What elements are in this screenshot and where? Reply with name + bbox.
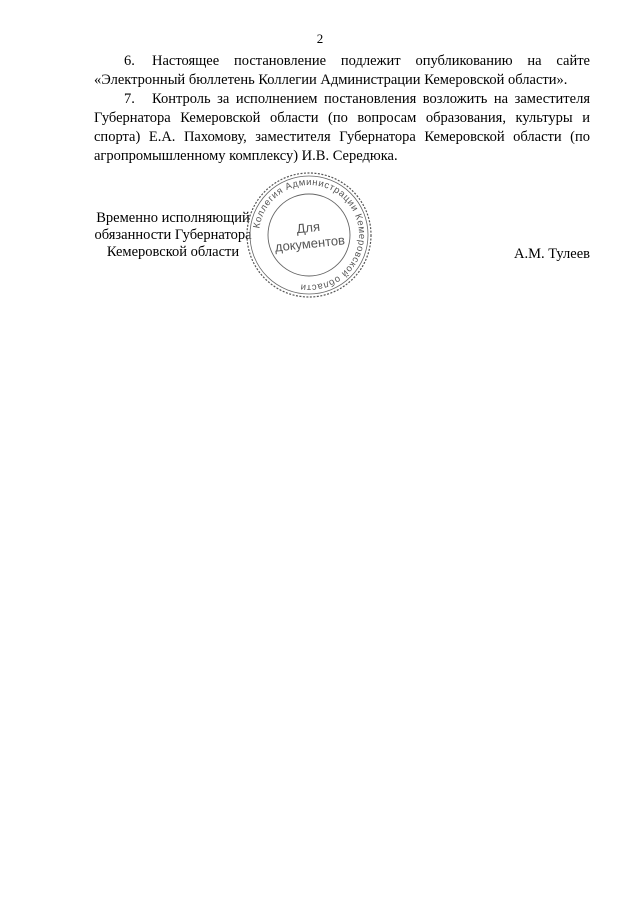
position-line: Кемеровской области <box>106 244 240 260</box>
position-line: Временно исполняющий <box>96 210 250 226</box>
paragraph-number: 7. <box>124 91 135 107</box>
seal-outer-ring <box>247 173 371 297</box>
paragraph-text: Контроль за исполнением постановления возложить на заместителя Губернатора Кемеровской области (по вопросам образования, культуры и спорта) Е.А. Пахомову, заместителя Губернатора Кемеровской области (по агропромышленному комплексу) И.В. Середюка. <box>94 91 590 164</box>
seal-ring-text: Коллегия Администрации Кемеровской области <box>251 176 368 294</box>
seal-center-text: Для <box>295 218 321 237</box>
page-number: 2 <box>316 31 324 46</box>
document-body <box>94 52 590 166</box>
signatory-position <box>84 210 262 261</box>
signatory-name: А.М. Тулеев <box>514 246 590 262</box>
position-line: обязанности Губернатора <box>94 227 252 243</box>
paragraph-text: Настоящее постановление подлежит опубликованию на сайте «Электронный бюллетень Коллегии Администрации Кемеровской области». <box>94 53 590 88</box>
seal-center-text: документов <box>274 232 346 255</box>
paragraph-7 <box>94 90 590 166</box>
paragraph-number: 6. <box>124 53 135 69</box>
official-seal <box>244 170 374 300</box>
paragraph-6 <box>94 52 590 90</box>
